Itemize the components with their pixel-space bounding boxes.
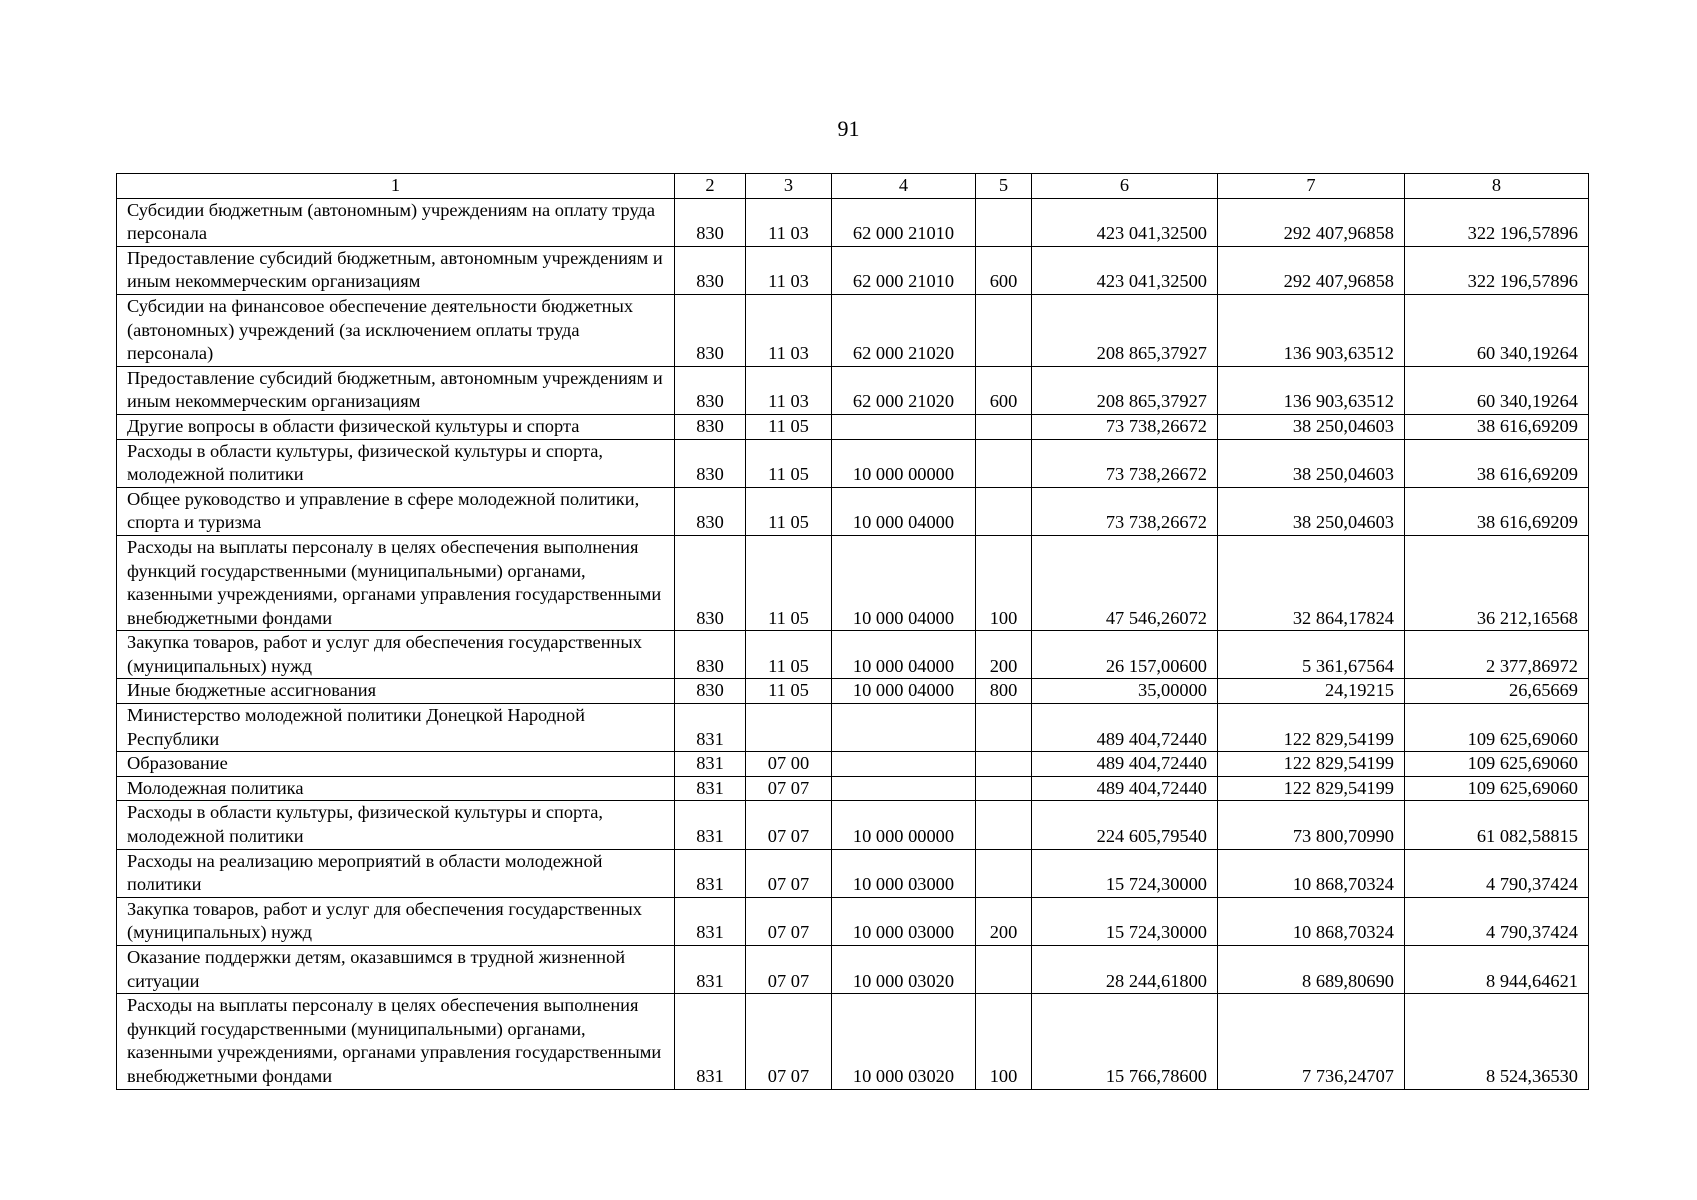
admin-code-cell: 830 [675, 631, 746, 679]
column-number-6: 6 [1032, 174, 1218, 199]
admin-code-cell: 831 [675, 897, 746, 945]
target-code-cell [832, 414, 976, 439]
name-cell: Образование [117, 752, 675, 777]
admin-code-cell: 830 [675, 246, 746, 294]
amount-col-6-cell: 208 865,37927 [1032, 294, 1218, 366]
expense-type-cell: 600 [976, 246, 1032, 294]
table-row [117, 801, 1589, 849]
amount-col-8-cell: 8 524,36530 [1405, 994, 1589, 1089]
table-row [117, 246, 1589, 294]
amount-col-7-cell: 38 250,04603 [1218, 439, 1405, 487]
amount-col-7-cell: 38 250,04603 [1218, 487, 1405, 535]
section-code-cell [746, 704, 832, 752]
section-code-cell: 07 07 [746, 849, 832, 897]
amount-col-6-cell: 15 724,30000 [1032, 897, 1218, 945]
expense-type-cell [976, 487, 1032, 535]
amount-col-8-cell: 38 616,69209 [1405, 414, 1589, 439]
target-code-cell: 62 000 21020 [832, 366, 976, 414]
amount-col-6-cell: 489 404,72440 [1032, 704, 1218, 752]
budget-table [116, 173, 1589, 1090]
target-code-cell: 62 000 21020 [832, 294, 976, 366]
admin-code-cell: 830 [675, 535, 746, 630]
amount-col-6-cell: 73 738,26672 [1032, 487, 1218, 535]
section-code-cell: 11 03 [746, 366, 832, 414]
target-code-cell: 10 000 03020 [832, 946, 976, 994]
expense-type-cell: 600 [976, 366, 1032, 414]
target-code-cell: 10 000 00000 [832, 439, 976, 487]
name-cell: Расходы на выплаты персоналу в целях обеспечения выполнения функций государственными (муниципальными) органами, казенными учреждениями, органами управления государственными внебюджетными фондами [117, 994, 675, 1089]
table-row [117, 535, 1589, 630]
amount-col-8-cell: 38 616,69209 [1405, 487, 1589, 535]
table-row [117, 439, 1589, 487]
expense-type-cell [976, 776, 1032, 801]
column-number-8: 8 [1405, 174, 1589, 199]
expense-type-cell: 100 [976, 535, 1032, 630]
amount-col-8-cell: 322 196,57896 [1405, 246, 1589, 294]
amount-col-7-cell: 38 250,04603 [1218, 414, 1405, 439]
admin-code-cell: 830 [675, 294, 746, 366]
table-row [117, 679, 1589, 704]
name-cell: Предоставление субсидий бюджетным, автономным учреждениям и иным некоммерческим организациям [117, 246, 675, 294]
expense-type-cell: 200 [976, 897, 1032, 945]
amount-col-7-cell: 136 903,63512 [1218, 294, 1405, 366]
amount-col-6-cell: 489 404,72440 [1032, 776, 1218, 801]
section-code-cell: 11 05 [746, 439, 832, 487]
amount-col-7-cell: 32 864,17824 [1218, 535, 1405, 630]
amount-col-7-cell: 5 361,67564 [1218, 631, 1405, 679]
admin-code-cell: 831 [675, 752, 746, 777]
name-cell: Общее руководство и управление в сфере молодежной политики, спорта и туризма [117, 487, 675, 535]
amount-col-8-cell: 322 196,57896 [1405, 198, 1589, 246]
amount-col-6-cell: 423 041,32500 [1032, 246, 1218, 294]
amount-col-8-cell: 8 944,64621 [1405, 946, 1589, 994]
section-code-cell: 07 07 [746, 776, 832, 801]
target-code-cell: 62 000 21010 [832, 198, 976, 246]
column-number-5: 5 [976, 174, 1032, 199]
amount-col-6-cell: 73 738,26672 [1032, 439, 1218, 487]
name-cell: Расходы на реализацию мероприятий в области молодежной политики [117, 849, 675, 897]
column-number-1: 1 [117, 174, 675, 199]
target-code-cell [832, 776, 976, 801]
admin-code-cell: 831 [675, 994, 746, 1089]
table-row [117, 294, 1589, 366]
expense-type-cell [976, 801, 1032, 849]
amount-col-8-cell: 109 625,69060 [1405, 704, 1589, 752]
amount-col-6-cell: 15 724,30000 [1032, 849, 1218, 897]
name-cell: Закупка товаров, работ и услуг для обеспечения государственных (муниципальных) нужд [117, 897, 675, 945]
admin-code-cell: 830 [675, 198, 746, 246]
table-row [117, 414, 1589, 439]
target-code-cell: 10 000 04000 [832, 487, 976, 535]
amount-col-6-cell: 489 404,72440 [1032, 752, 1218, 777]
amount-col-8-cell: 38 616,69209 [1405, 439, 1589, 487]
amount-col-8-cell: 26,65669 [1405, 679, 1589, 704]
table-row [117, 776, 1589, 801]
section-code-cell: 11 03 [746, 294, 832, 366]
amount-col-7-cell: 24,19215 [1218, 679, 1405, 704]
amount-col-7-cell: 122 829,54199 [1218, 752, 1405, 777]
name-cell: Молодежная политика [117, 776, 675, 801]
expense-type-cell [976, 752, 1032, 777]
target-code-cell: 10 000 00000 [832, 801, 976, 849]
name-cell: Субсидии бюджетным (автономным) учреждениям на оплату труда персонала [117, 198, 675, 246]
name-cell: Другие вопросы в области физической культуры и спорта [117, 414, 675, 439]
amount-col-7-cell: 73 800,70990 [1218, 801, 1405, 849]
expense-type-cell [976, 414, 1032, 439]
amount-col-8-cell: 4 790,37424 [1405, 849, 1589, 897]
section-code-cell: 07 07 [746, 897, 832, 945]
expense-type-cell [976, 439, 1032, 487]
name-cell: Субсидии на финансовое обеспечение деятельности бюджетных (автономных) учреждений (за исключением оплаты труда персонала) [117, 294, 675, 366]
expense-type-cell [976, 849, 1032, 897]
amount-col-8-cell: 2 377,86972 [1405, 631, 1589, 679]
admin-code-cell: 830 [675, 487, 746, 535]
section-code-cell: 11 03 [746, 246, 832, 294]
table-row [117, 946, 1589, 994]
name-cell: Министерство молодежной политики Донецкой Народной Республики [117, 704, 675, 752]
section-code-cell: 11 05 [746, 487, 832, 535]
target-code-cell: 10 000 04000 [832, 535, 976, 630]
expense-type-cell: 200 [976, 631, 1032, 679]
amount-col-6-cell: 26 157,00600 [1032, 631, 1218, 679]
amount-col-7-cell: 136 903,63512 [1218, 366, 1405, 414]
target-code-cell [832, 752, 976, 777]
expense-type-cell [976, 704, 1032, 752]
section-code-cell: 11 03 [746, 198, 832, 246]
amount-col-8-cell: 36 212,16568 [1405, 535, 1589, 630]
amount-col-7-cell: 122 829,54199 [1218, 776, 1405, 801]
amount-col-7-cell: 292 407,96858 [1218, 246, 1405, 294]
target-code-cell: 10 000 04000 [832, 679, 976, 704]
amount-col-6-cell: 35,00000 [1032, 679, 1218, 704]
admin-code-cell: 830 [675, 439, 746, 487]
amount-col-7-cell: 8 689,80690 [1218, 946, 1405, 994]
amount-col-6-cell: 423 041,32500 [1032, 198, 1218, 246]
amount-col-8-cell: 60 340,19264 [1405, 366, 1589, 414]
amount-col-6-cell: 224 605,79540 [1032, 801, 1218, 849]
section-code-cell: 11 05 [746, 679, 832, 704]
name-cell: Расходы в области культуры, физической культуры и спорта, молодежной политики [117, 801, 675, 849]
amount-col-6-cell: 73 738,26672 [1032, 414, 1218, 439]
amount-col-6-cell: 15 766,78600 [1032, 994, 1218, 1089]
target-code-cell: 10 000 03020 [832, 994, 976, 1089]
table-row [117, 994, 1589, 1089]
name-cell: Иные бюджетные ассигнования [117, 679, 675, 704]
amount-col-8-cell: 4 790,37424 [1405, 897, 1589, 945]
column-number-2: 2 [675, 174, 746, 199]
admin-code-cell: 830 [675, 366, 746, 414]
column-number-7: 7 [1218, 174, 1405, 199]
admin-code-cell: 831 [675, 704, 746, 752]
expense-type-cell [976, 946, 1032, 994]
amount-col-8-cell: 109 625,69060 [1405, 752, 1589, 777]
target-code-cell: 62 000 21010 [832, 246, 976, 294]
amount-col-6-cell: 28 244,61800 [1032, 946, 1218, 994]
admin-code-cell: 831 [675, 801, 746, 849]
section-code-cell: 07 07 [746, 994, 832, 1089]
amount-col-8-cell: 60 340,19264 [1405, 294, 1589, 366]
amount-col-7-cell: 10 868,70324 [1218, 897, 1405, 945]
name-cell: Расходы на выплаты персоналу в целях обеспечения выполнения функций государственными (муниципальными) органами, казенными учреждениями, органами управления государственными внебюджетными фондами [117, 535, 675, 630]
table-row [117, 366, 1589, 414]
table-row [117, 487, 1589, 535]
table-row [117, 849, 1589, 897]
amount-col-7-cell: 10 868,70324 [1218, 849, 1405, 897]
section-code-cell: 11 05 [746, 631, 832, 679]
target-code-cell: 10 000 04000 [832, 631, 976, 679]
table-row [117, 704, 1589, 752]
table-row [117, 897, 1589, 945]
section-code-cell: 11 05 [746, 535, 832, 630]
table-row [117, 752, 1589, 777]
table-row [117, 631, 1589, 679]
section-code-cell: 11 05 [746, 414, 832, 439]
amount-col-7-cell: 292 407,96858 [1218, 198, 1405, 246]
admin-code-cell: 830 [675, 679, 746, 704]
column-number-4: 4 [832, 174, 976, 199]
amount-col-8-cell: 61 082,58815 [1405, 801, 1589, 849]
admin-code-cell: 831 [675, 946, 746, 994]
name-cell: Закупка товаров, работ и услуг для обеспечения государственных (муниципальных) нужд [117, 631, 675, 679]
target-code-cell [832, 704, 976, 752]
name-cell: Предоставление субсидий бюджетным, автономным учреждениям и иным некоммерческим организациям [117, 366, 675, 414]
amount-col-8-cell: 109 625,69060 [1405, 776, 1589, 801]
expense-type-cell [976, 294, 1032, 366]
admin-code-cell: 830 [675, 414, 746, 439]
section-code-cell: 07 07 [746, 946, 832, 994]
target-code-cell: 10 000 03000 [832, 897, 976, 945]
name-cell: Оказание поддержки детям, оказавшимся в трудной жизненной ситуации [117, 946, 675, 994]
amount-col-7-cell: 122 829,54199 [1218, 704, 1405, 752]
target-code-cell: 10 000 03000 [832, 849, 976, 897]
section-code-cell: 07 07 [746, 801, 832, 849]
admin-code-cell: 831 [675, 849, 746, 897]
page-number: 91 [837, 116, 860, 141]
header-row [117, 174, 1589, 199]
section-code-cell: 07 00 [746, 752, 832, 777]
expense-type-cell [976, 198, 1032, 246]
expense-type-cell: 800 [976, 679, 1032, 704]
table-row [117, 198, 1589, 246]
admin-code-cell: 831 [675, 776, 746, 801]
expense-type-cell: 100 [976, 994, 1032, 1089]
column-number-3: 3 [746, 174, 832, 199]
amount-col-6-cell: 208 865,37927 [1032, 366, 1218, 414]
amount-col-6-cell: 47 546,26072 [1032, 535, 1218, 630]
amount-col-7-cell: 7 736,24707 [1218, 994, 1405, 1089]
name-cell: Расходы в области культуры, физической культуры и спорта, молодежной политики [117, 439, 675, 487]
